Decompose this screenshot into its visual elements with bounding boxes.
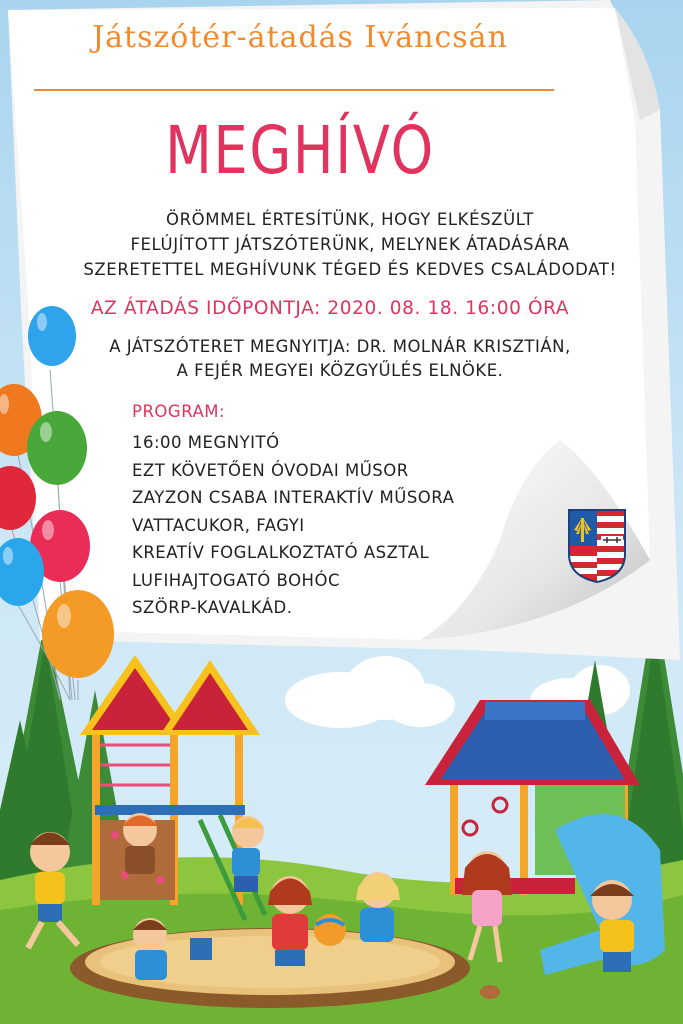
- program-item: VATTACUKOR, FAGYI: [132, 515, 305, 535]
- program-heading: PROGRAM:: [132, 402, 226, 421]
- opener-text: [70, 335, 610, 383]
- orange-balloon-icon: [42, 590, 114, 678]
- program-item: LUFIHAJTOGATÓ BOHÓC: [132, 570, 340, 590]
- green-balloon-icon: [27, 411, 87, 485]
- opener-line: A FEJÉR MEGYEI KÖZGYŰLÉS ELNÖKE.: [176, 361, 504, 380]
- program-list: [132, 429, 454, 622]
- header-title: Játszótér-átadás Iváncsán: [92, 20, 508, 55]
- event-date: AZ ÁTADÁS IDŐPONTJA: 2020. 08. 18. 16:00 ÓRA: [90, 298, 570, 319]
- header-divider: [34, 89, 554, 91]
- program-item: EZT KÖVETŐEN ÓVODAI MŰSOR: [132, 460, 409, 480]
- opener-line: A JÁTSZÓTERET MEGNYITJA: DR. MOLNÁR KRISZTIÁN,: [109, 337, 571, 356]
- program-item: SZÖRP-KAVALKÁD.: [132, 598, 293, 617]
- intro-line: FELÚJÍTOTT JÁTSZÓTERÜNK, MELYNEK ÁTADÁSÁRA: [130, 235, 570, 254]
- program-item: ZAYZON CSABA INTERAKTÍV MŰSORA: [132, 488, 455, 507]
- intro-line: SZERETETTEL MEGHÍVUNK TÉGED ÉS KEDVES CSALÁDODAT!: [83, 260, 617, 279]
- program-item: KREATÍV FOGLALKOZTATÓ ASZTAL: [132, 543, 430, 562]
- intro-text: [80, 207, 620, 282]
- invitation-title: MEGHÍVÓ: [165, 112, 435, 189]
- intro-line: ÖRÖMMEL ÉRTESÍTÜNK, HOGY ELKÉSZÜLT: [166, 210, 534, 229]
- program-item: 16:00 MEGNYITÓ: [132, 433, 280, 452]
- coat-of-arms-icon: [567, 508, 627, 584]
